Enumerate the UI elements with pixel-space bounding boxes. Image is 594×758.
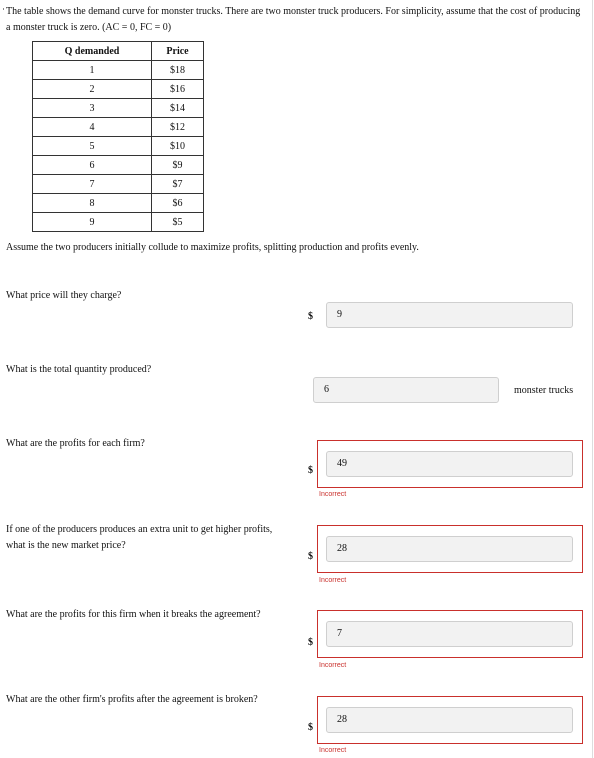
table-row: [33, 137, 204, 156]
dollar-sign: $: [308, 311, 313, 322]
table-row: [33, 99, 204, 118]
table-row: [33, 213, 204, 232]
q-cell: 4: [33, 118, 152, 137]
question-other-profits: What are the other firm's profits after the agreement is broken?: [6, 694, 258, 705]
price-cell: $5: [152, 213, 204, 232]
price-answer-field[interactable]: 9: [326, 302, 573, 328]
incorrect-label: Incorrect: [319, 662, 347, 669]
margin-mark: [3, 8, 4, 10]
q-cell: 7: [33, 175, 152, 194]
table-row: [33, 156, 204, 175]
breaker-profits-answer-field[interactable]: 7: [326, 621, 573, 647]
question-breaker-profits: What are the profits for this firm when it breaks the agreement?: [6, 609, 261, 620]
q-cell: 6: [33, 156, 152, 175]
table-row: [33, 118, 204, 137]
price-cell: $9: [152, 156, 204, 175]
question-profits-each: What are the profits for each firm?: [6, 438, 145, 449]
column-header-price: Price: [152, 42, 204, 61]
table-row: [33, 61, 204, 80]
price-cell: $18: [152, 61, 204, 80]
table-row: [33, 194, 204, 213]
question-total-quantity: What is the total quantity produced?: [6, 364, 152, 375]
dollar-sign: $: [308, 551, 313, 562]
price-cell: $16: [152, 80, 204, 99]
price-cell: $12: [152, 118, 204, 137]
price-cell: $6: [152, 194, 204, 213]
right-divider: [592, 0, 593, 758]
table-row: [33, 80, 204, 99]
profits-each-answer-field[interactable]: 49: [326, 451, 573, 477]
table-header-row: [33, 42, 204, 61]
other-profits-answer-field[interactable]: 28: [326, 707, 573, 733]
price-cell: $7: [152, 175, 204, 194]
incorrect-label: Incorrect: [319, 491, 347, 498]
dollar-sign: $: [308, 637, 313, 648]
quantity-answer-field[interactable]: 6: [313, 377, 499, 403]
intro-text: The table shows the demand curve for monster trucks. There are two monster truck producers. For simplicity, assume that the cost of producing a monster truck is zero. (AC = 0, FC = 0): [6, 6, 581, 33]
column-header-q: Q demanded: [33, 42, 152, 61]
q-cell: 8: [33, 194, 152, 213]
incorrect-label: Incorrect: [319, 577, 347, 584]
unit-label: monster trucks: [514, 385, 574, 396]
table-row: [33, 175, 204, 194]
q-cell: 9: [33, 213, 152, 232]
dollar-sign: $: [308, 722, 313, 733]
price-cell: $10: [152, 137, 204, 156]
question-new-price: If one of the producers produces an extra unit to get higher profits, what is the new market price?: [6, 524, 273, 551]
q-cell: 5: [33, 137, 152, 156]
incorrect-label: Incorrect: [319, 747, 347, 754]
q-cell: 2: [33, 80, 152, 99]
q-cell: 1: [33, 61, 152, 80]
dollar-sign: $: [308, 465, 313, 476]
assumption-text: Assume the two producers initially collude to maximize profits, splitting production and profits evenly.: [6, 242, 419, 253]
price-cell: $14: [152, 99, 204, 118]
demand-table: [32, 41, 204, 232]
question-price: What price will they charge?: [6, 290, 122, 301]
new-price-answer-field[interactable]: 28: [326, 536, 573, 562]
q-cell: 3: [33, 99, 152, 118]
